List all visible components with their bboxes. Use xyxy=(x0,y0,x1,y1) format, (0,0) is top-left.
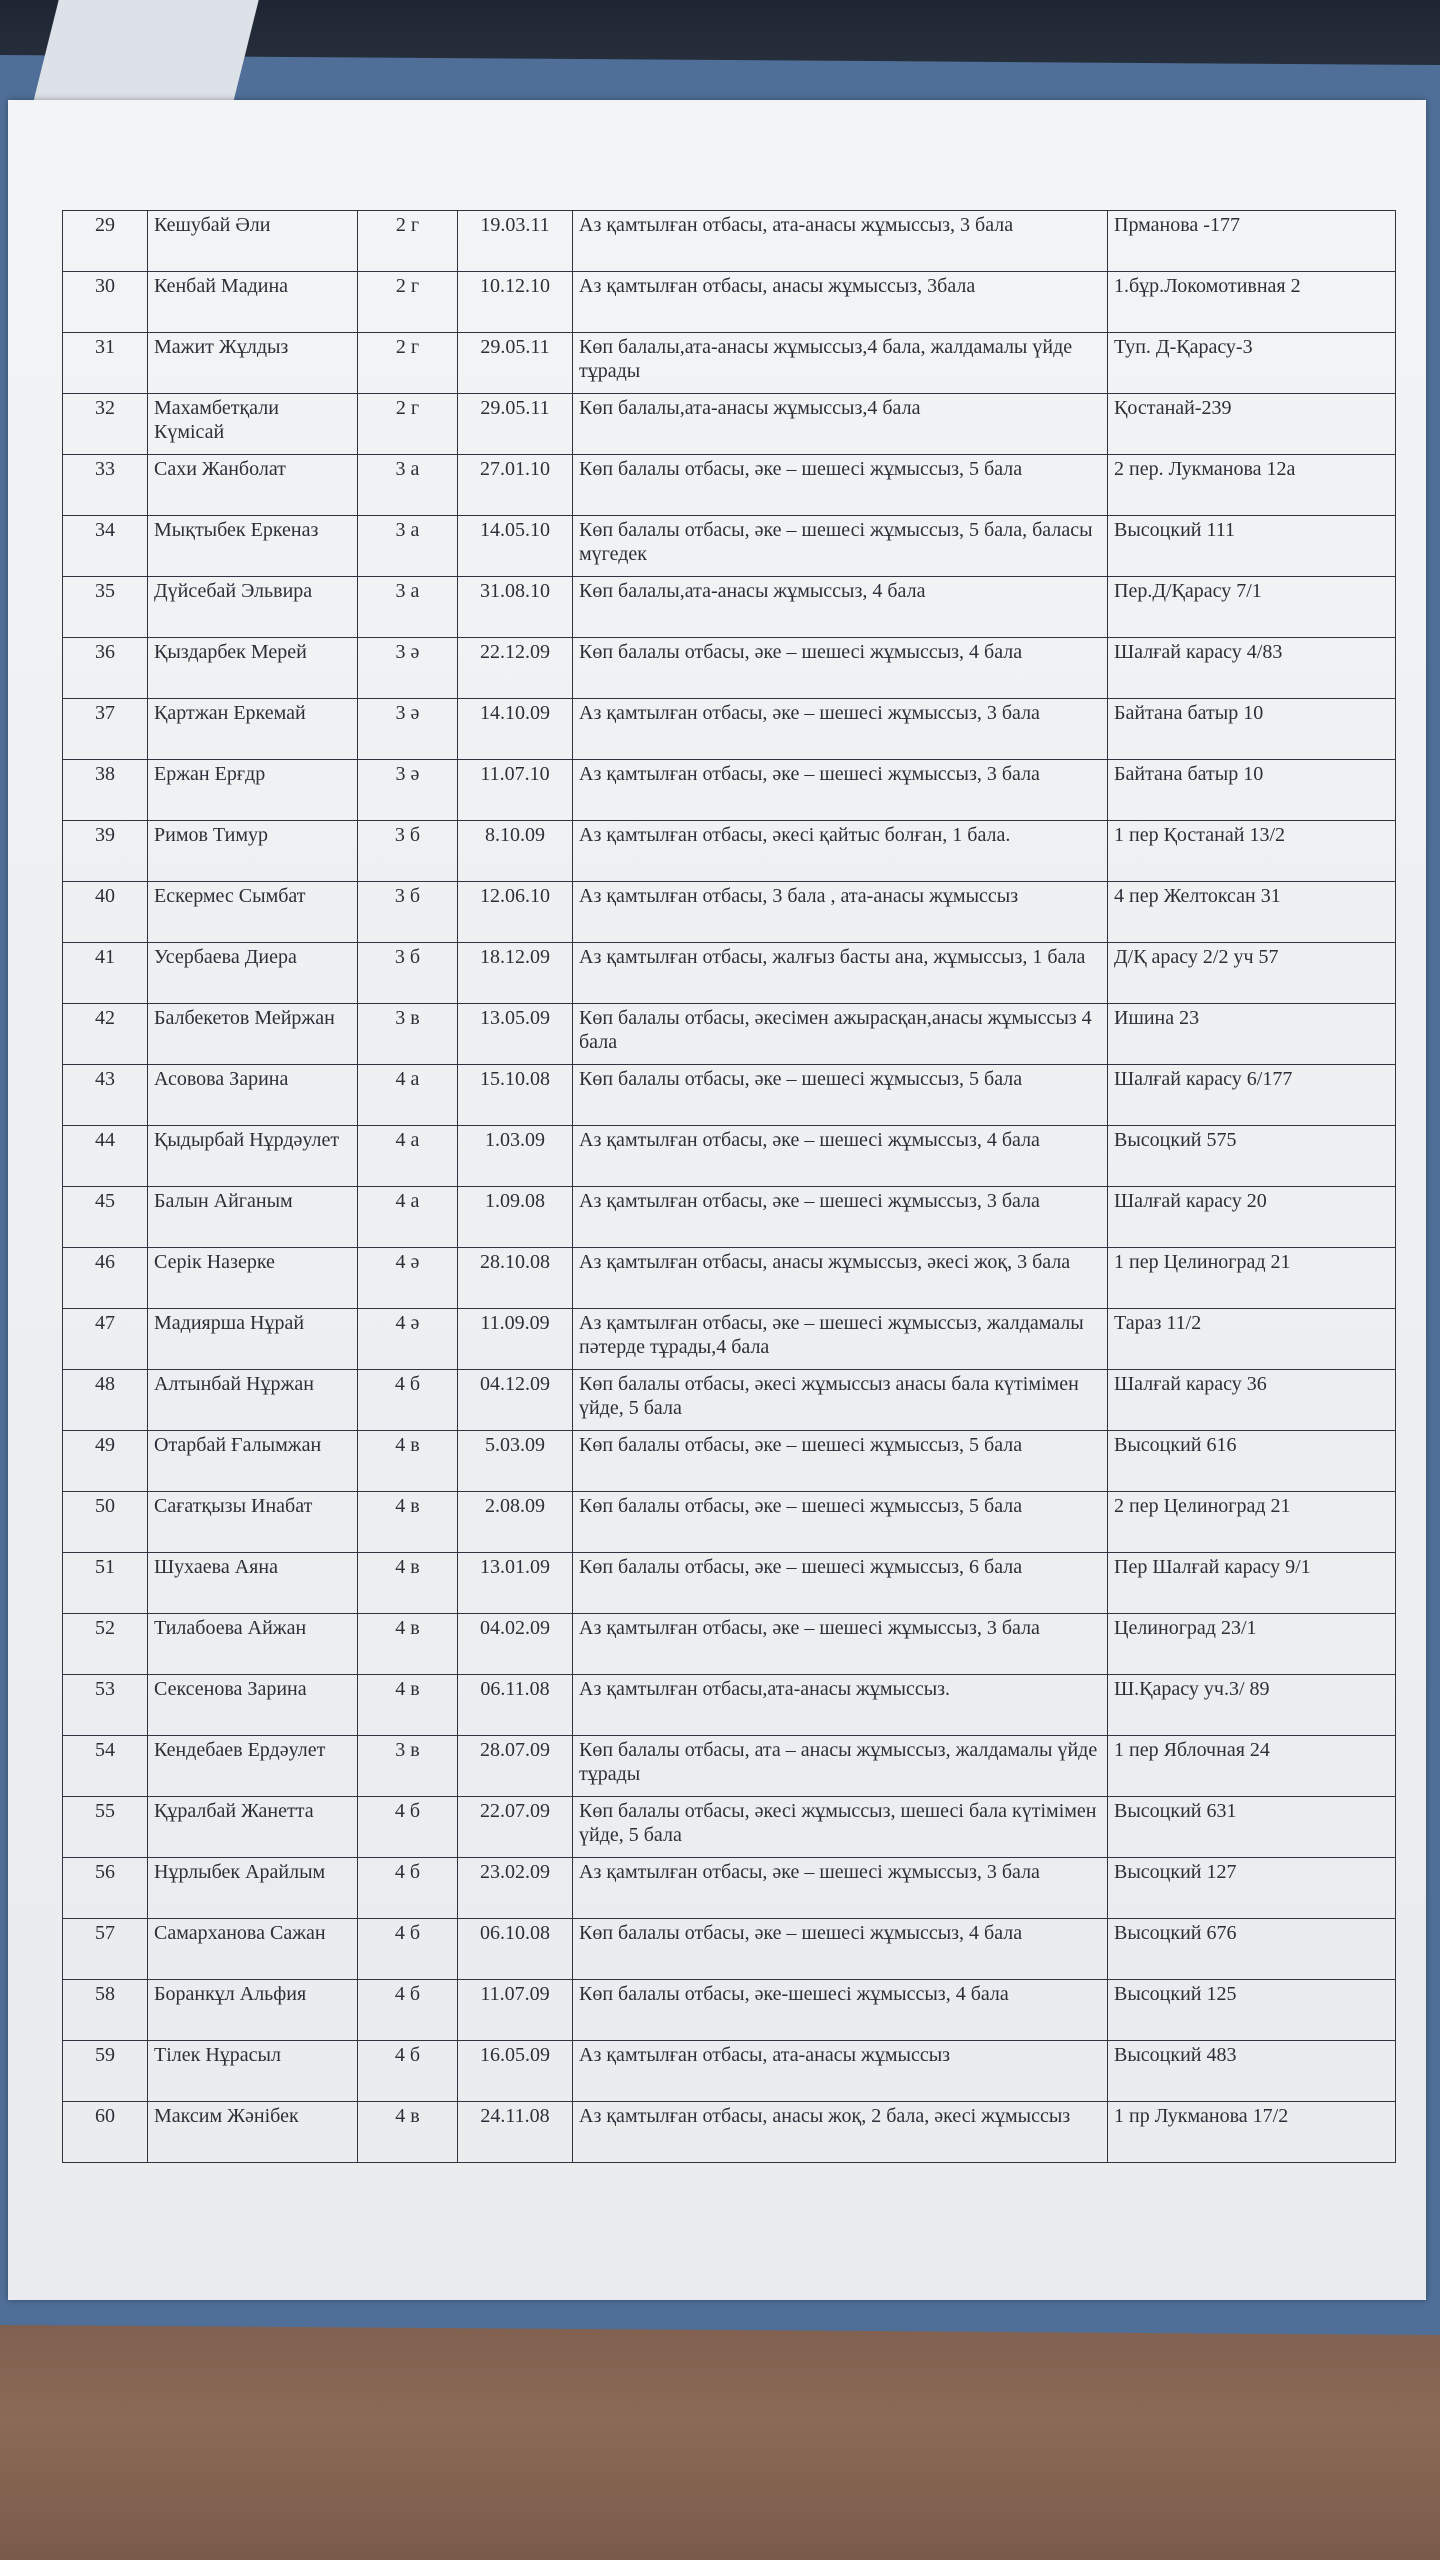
family-status: Көп балалы отбасы, әке – шешесі жұмыссыз, 4 бала xyxy=(573,638,1108,699)
birth-date: 28.10.08 xyxy=(458,1248,573,1309)
table-row xyxy=(63,211,1396,272)
address-cell: Прманова -177 xyxy=(1108,211,1396,272)
family-status: Аз қамтылған отбасы, анасы жұмыссыз, әкесі жоқ, 3 бала xyxy=(573,1248,1108,1309)
student-name: Самарханова Сажан xyxy=(148,1919,358,1980)
class-cell: 4 ә xyxy=(358,1309,458,1370)
address-cell: Целиноград 23/1 xyxy=(1108,1614,1396,1675)
birth-date: 11.07.10 xyxy=(458,760,573,821)
class-cell: 4 в xyxy=(358,1614,458,1675)
table-row xyxy=(63,760,1396,821)
address-cell: 2 пер Целиноград 21 xyxy=(1108,1492,1396,1553)
class-cell: 3 в xyxy=(358,1736,458,1797)
family-status: Аз қамтылған отбасы, әке – шешесі жұмыссыз, 3 бала xyxy=(573,1614,1108,1675)
address-cell: Высоцкий 575 xyxy=(1108,1126,1396,1187)
row-number: 50 xyxy=(63,1492,148,1553)
row-number: 33 xyxy=(63,455,148,516)
family-status: Көп балалы отбасы, әке – шешесі жұмыссыз, 4 бала xyxy=(573,1919,1108,1980)
row-number: 32 xyxy=(63,394,148,455)
address-cell: Тараз 11/2 xyxy=(1108,1309,1396,1370)
class-cell: 3 в xyxy=(358,1004,458,1065)
birth-date: 16.05.09 xyxy=(458,2041,573,2102)
table-row xyxy=(63,1431,1396,1492)
row-number: 30 xyxy=(63,272,148,333)
address-cell: Высоцкий 483 xyxy=(1108,2041,1396,2102)
family-status: Аз қамтылған отбасы, жалғыз басты ана, жұмыссыз, 1 бала xyxy=(573,943,1108,1004)
family-status: Аз қамтылған отбасы, әкесі қайтыс болған, 1 бала. xyxy=(573,821,1108,882)
birth-date: 19.03.11 xyxy=(458,211,573,272)
address-cell: Высоцкий 631 xyxy=(1108,1797,1396,1858)
birth-date: 13.01.09 xyxy=(458,1553,573,1614)
table-row xyxy=(63,943,1396,1004)
student-name: Отарбай Ғалымжан xyxy=(148,1431,358,1492)
address-cell: 2 пер. Лукманова 12а xyxy=(1108,455,1396,516)
birth-date: 18.12.09 xyxy=(458,943,573,1004)
class-cell: 3 б xyxy=(358,882,458,943)
address-cell: Ш.Қарасу уч.3/ 89 xyxy=(1108,1675,1396,1736)
birth-date: 5.03.09 xyxy=(458,1431,573,1492)
birth-date: 22.12.09 xyxy=(458,638,573,699)
birth-date: 12.06.10 xyxy=(458,882,573,943)
student-name: Тилабоева Айжан xyxy=(148,1614,358,1675)
table-row xyxy=(63,1309,1396,1370)
family-status: Аз қамтылған отбасы, әке – шешесі жұмыссыз, жалдамалы пәтерде тұрады,4 бала xyxy=(573,1309,1108,1370)
student-name: Сағатқызы Инабат xyxy=(148,1492,358,1553)
address-cell: Шалғай карасу 4/83 xyxy=(1108,638,1396,699)
class-cell: 3 а xyxy=(358,516,458,577)
class-cell: 4 б xyxy=(358,1858,458,1919)
row-number: 51 xyxy=(63,1553,148,1614)
class-cell: 2 г xyxy=(358,333,458,394)
class-cell: 4 в xyxy=(358,1553,458,1614)
address-cell: Қостанай-239 xyxy=(1108,394,1396,455)
row-number: 57 xyxy=(63,1919,148,1980)
table-row xyxy=(63,1980,1396,2041)
birth-date: 1.03.09 xyxy=(458,1126,573,1187)
address-cell: 1 пер Қостанай 13/2 xyxy=(1108,821,1396,882)
row-number: 47 xyxy=(63,1309,148,1370)
family-status: Көп балалы отбасы, әке – шешесі жұмыссыз, 5 бала xyxy=(573,1065,1108,1126)
table-row xyxy=(63,1553,1396,1614)
student-table xyxy=(62,210,1396,2163)
birth-date: 11.09.09 xyxy=(458,1309,573,1370)
student-name: Сексенова Зарина xyxy=(148,1675,358,1736)
table-row xyxy=(63,2102,1396,2163)
family-status: Аз қамтылған отбасы, 3 бала , ата-анасы жұмыссыз xyxy=(573,882,1108,943)
row-number: 29 xyxy=(63,211,148,272)
table-row xyxy=(63,394,1396,455)
class-cell: 4 б xyxy=(358,1919,458,1980)
row-number: 37 xyxy=(63,699,148,760)
address-cell: 1 пер Целиноград 21 xyxy=(1108,1248,1396,1309)
row-number: 60 xyxy=(63,2102,148,2163)
birth-date: 10.12.10 xyxy=(458,272,573,333)
family-status: Аз қамтылған отбасы, анасы жұмыссыз, 3бала xyxy=(573,272,1108,333)
row-number: 59 xyxy=(63,2041,148,2102)
table-row xyxy=(63,882,1396,943)
table-row xyxy=(63,1614,1396,1675)
row-number: 35 xyxy=(63,577,148,638)
student-name: Қыдырбай Нұрдәулет xyxy=(148,1126,358,1187)
birth-date: 06.10.08 xyxy=(458,1919,573,1980)
row-number: 44 xyxy=(63,1126,148,1187)
class-cell: 4 б xyxy=(358,1797,458,1858)
birth-date: 29.05.11 xyxy=(458,394,573,455)
table-body xyxy=(63,211,1396,2163)
student-name: Мажит Жұлдыз xyxy=(148,333,358,394)
student-name: Балбекетов Мейржан xyxy=(148,1004,358,1065)
birth-date: 14.10.09 xyxy=(458,699,573,760)
birth-date: 11.07.09 xyxy=(458,1980,573,2041)
class-cell: 4 б xyxy=(358,2041,458,2102)
class-cell: 3 ә xyxy=(358,760,458,821)
student-name: Алтынбай Нұржан xyxy=(148,1370,358,1431)
birth-date: 8.10.09 xyxy=(458,821,573,882)
class-cell: 3 ә xyxy=(358,699,458,760)
address-cell: Пер.Д/Қарасу 7/1 xyxy=(1108,577,1396,638)
birth-date: 06.11.08 xyxy=(458,1675,573,1736)
row-number: 31 xyxy=(63,333,148,394)
family-status: Көп балалы отбасы, әке – шешесі жұмыссыз, 5 бала, баласы мүгедек xyxy=(573,516,1108,577)
class-cell: 4 ә xyxy=(358,1248,458,1309)
table-row xyxy=(63,2041,1396,2102)
birth-date: 13.05.09 xyxy=(458,1004,573,1065)
family-status: Аз қамтылған отбасы, әке – шешесі жұмыссыз, 3 бала xyxy=(573,699,1108,760)
table-row xyxy=(63,272,1396,333)
family-status: Аз қамтылған отбасы, әке – шешесі жұмыссыз, 3 бала xyxy=(573,760,1108,821)
address-cell: Шалғай карасу 36 xyxy=(1108,1370,1396,1431)
student-name: Кендебаев Ердәулет xyxy=(148,1736,358,1797)
family-status: Аз қамтылған отбасы, анасы жоқ, 2 бала, әкесі жұмыссыз xyxy=(573,2102,1108,2163)
row-number: 36 xyxy=(63,638,148,699)
table-row xyxy=(63,821,1396,882)
family-status: Көп балалы отбасы, әкесі жұмыссыз, шешесі бала күтімімен үйде, 5 бала xyxy=(573,1797,1108,1858)
row-number: 40 xyxy=(63,882,148,943)
student-name: Асовова Зарина xyxy=(148,1065,358,1126)
class-cell: 4 в xyxy=(358,2102,458,2163)
student-name: Кешубай Әли xyxy=(148,211,358,272)
student-name: Мадиярша Нұрай xyxy=(148,1309,358,1370)
address-cell: 4 пер Желтоксан 31 xyxy=(1108,882,1396,943)
family-status: Аз қамтылған отбасы, әке – шешесі жұмыссыз, 3 бала xyxy=(573,1187,1108,1248)
table-row xyxy=(63,577,1396,638)
family-status: Аз қамтылған отбасы, әке – шешесі жұмыссыз, 4 бала xyxy=(573,1126,1108,1187)
family-status: Аз қамтылған отбасы, ата-анасы жұмыссыз xyxy=(573,2041,1108,2102)
address-cell: Высоцкий 616 xyxy=(1108,1431,1396,1492)
family-status: Көп балалы отбасы, әкесімен ажырасқан,анасы жұмыссыз 4 бала xyxy=(573,1004,1108,1065)
student-name: Ержан Ерғдр xyxy=(148,760,358,821)
student-name: Усербаева Диера xyxy=(148,943,358,1004)
row-number: 54 xyxy=(63,1736,148,1797)
address-cell: Шалғай карасу 6/177 xyxy=(1108,1065,1396,1126)
class-cell: 3 а xyxy=(358,577,458,638)
class-cell: 4 а xyxy=(358,1065,458,1126)
student-name: Нұрлыбек Арайлым xyxy=(148,1858,358,1919)
address-cell: Высоцкий 125 xyxy=(1108,1980,1396,2041)
family-status: Аз қамтылған отбасы, әке – шешесі жұмыссыз, 3 бала xyxy=(573,1858,1108,1919)
family-status: Көп балалы,ата-анасы жұмыссыз,4 бала, жалдамалы үйде тұрады xyxy=(573,333,1108,394)
table-row xyxy=(63,1248,1396,1309)
family-status: Аз қамтылған отбасы, ата-анасы жұмыссыз, 3 бала xyxy=(573,211,1108,272)
address-cell: 1 пер Яблочная 24 xyxy=(1108,1736,1396,1797)
table-row xyxy=(63,1492,1396,1553)
student-name: Римов Тимур xyxy=(148,821,358,882)
address-cell: Ишина 23 xyxy=(1108,1004,1396,1065)
class-cell: 4 а xyxy=(358,1187,458,1248)
student-name: Махамбетқали Күмісай xyxy=(148,394,358,455)
row-number: 49 xyxy=(63,1431,148,1492)
class-cell: 3 а xyxy=(358,455,458,516)
address-cell: Высоцкий 127 xyxy=(1108,1858,1396,1919)
birth-date: 27.01.10 xyxy=(458,455,573,516)
row-number: 39 xyxy=(63,821,148,882)
row-number: 52 xyxy=(63,1614,148,1675)
address-cell: Д/Қ арасу 2/2 уч 57 xyxy=(1108,943,1396,1004)
table-row xyxy=(63,455,1396,516)
address-cell: Байтана батыр 10 xyxy=(1108,699,1396,760)
table-row xyxy=(63,1187,1396,1248)
table-row xyxy=(63,699,1396,760)
student-name: Қыздарбек Мерей xyxy=(148,638,358,699)
table-row xyxy=(63,1919,1396,1980)
table-row xyxy=(63,516,1396,577)
student-name: Боранкұл Альфия xyxy=(148,1980,358,2041)
family-status: Көп балалы отбасы, әке-шешесі жұмыссыз, 4 бала xyxy=(573,1980,1108,2041)
birth-date: 04.12.09 xyxy=(458,1370,573,1431)
table-row xyxy=(63,1065,1396,1126)
row-number: 34 xyxy=(63,516,148,577)
student-name: Максим Жәнібек xyxy=(148,2102,358,2163)
birth-date: 29.05.11 xyxy=(458,333,573,394)
class-cell: 3 ә xyxy=(358,638,458,699)
class-cell: 4 б xyxy=(358,1370,458,1431)
student-name: Сахи Жанболат xyxy=(148,455,358,516)
birth-date: 2.08.09 xyxy=(458,1492,573,1553)
student-name: Тілек Нұрасыл xyxy=(148,2041,358,2102)
family-status: Көп балалы отбасы, әке – шешесі жұмыссыз, 5 бала xyxy=(573,1431,1108,1492)
row-number: 41 xyxy=(63,943,148,1004)
birth-date: 1.09.08 xyxy=(458,1187,573,1248)
class-cell: 3 б xyxy=(358,821,458,882)
address-cell: Байтана батыр 10 xyxy=(1108,760,1396,821)
student-name: Балын Айганым xyxy=(148,1187,358,1248)
class-cell: 4 б xyxy=(358,1980,458,2041)
table-row xyxy=(63,1004,1396,1065)
class-cell: 2 г xyxy=(358,272,458,333)
row-number: 46 xyxy=(63,1248,148,1309)
row-number: 42 xyxy=(63,1004,148,1065)
row-number: 53 xyxy=(63,1675,148,1736)
row-number: 58 xyxy=(63,1980,148,2041)
student-name: Дүйсебай Эльвира xyxy=(148,577,358,638)
row-number: 38 xyxy=(63,760,148,821)
birth-date: 24.11.08 xyxy=(458,2102,573,2163)
birth-date: 22.07.09 xyxy=(458,1797,573,1858)
family-status: Көп балалы отбасы, әкесі жұмыссыз анасы бала күтімімен үйде, 5 бала xyxy=(573,1370,1108,1431)
birth-date: 28.07.09 xyxy=(458,1736,573,1797)
class-cell: 3 б xyxy=(358,943,458,1004)
family-status: Көп балалы,ата-анасы жұмыссыз, 4 бала xyxy=(573,577,1108,638)
student-name: Құралбай Жанетта xyxy=(148,1797,358,1858)
table-row xyxy=(63,333,1396,394)
family-status: Көп балалы,ата-анасы жұмыссыз,4 бала xyxy=(573,394,1108,455)
row-number: 43 xyxy=(63,1065,148,1126)
row-number: 56 xyxy=(63,1858,148,1919)
table-row xyxy=(63,1675,1396,1736)
class-cell: 4 а xyxy=(358,1126,458,1187)
table-row xyxy=(63,1370,1396,1431)
table-row xyxy=(63,1126,1396,1187)
birth-date: 23.02.09 xyxy=(458,1858,573,1919)
class-cell: 4 в xyxy=(358,1431,458,1492)
address-cell: Пер Шалғай карасу 9/1 xyxy=(1108,1553,1396,1614)
student-name: Кенбай Мадина xyxy=(148,272,358,333)
class-cell: 4 в xyxy=(358,1675,458,1736)
family-status: Көп балалы отбасы, әке – шешесі жұмыссыз, 6 бала xyxy=(573,1553,1108,1614)
address-cell: 1.бұр.Локомотивная 2 xyxy=(1108,272,1396,333)
table-row xyxy=(63,1736,1396,1797)
class-cell: 2 г xyxy=(358,394,458,455)
family-status: Аз қамтылған отбасы,ата-анасы жұмыссыз. xyxy=(573,1675,1108,1736)
student-name: Шухаева Аяна xyxy=(148,1553,358,1614)
student-name: Ескермес Сымбат xyxy=(148,882,358,943)
birth-date: 31.08.10 xyxy=(458,577,573,638)
address-cell: Высоцкий 676 xyxy=(1108,1919,1396,1980)
student-name: Мықтыбек Еркеназ xyxy=(148,516,358,577)
birth-date: 14.05.10 xyxy=(458,516,573,577)
student-name: Серік Назерке xyxy=(148,1248,358,1309)
row-number: 48 xyxy=(63,1370,148,1431)
class-cell: 2 г xyxy=(358,211,458,272)
address-cell: Туп. Д-Қарасу-3 xyxy=(1108,333,1396,394)
table-row xyxy=(63,1858,1396,1919)
table-row xyxy=(63,638,1396,699)
birth-date: 15.10.08 xyxy=(458,1065,573,1126)
birth-date: 04.02.09 xyxy=(458,1614,573,1675)
table-row xyxy=(63,1797,1396,1858)
family-status: Көп балалы отбасы, әке – шешесі жұмыссыз, 5 бала xyxy=(573,1492,1108,1553)
row-number: 55 xyxy=(63,1797,148,1858)
family-status: Көп балалы отбасы, әке – шешесі жұмыссыз, 5 бала xyxy=(573,455,1108,516)
address-cell: Высоцкий 111 xyxy=(1108,516,1396,577)
student-name: Қартжан Еркемай xyxy=(148,699,358,760)
family-status: Көп балалы отбасы, ата – анасы жұмыссыз, жалдамалы үйде тұрады xyxy=(573,1736,1108,1797)
class-cell: 4 в xyxy=(358,1492,458,1553)
address-cell: Шалғай карасу 20 xyxy=(1108,1187,1396,1248)
address-cell: 1 пр Лукманова 17/2 xyxy=(1108,2102,1396,2163)
row-number: 45 xyxy=(63,1187,148,1248)
